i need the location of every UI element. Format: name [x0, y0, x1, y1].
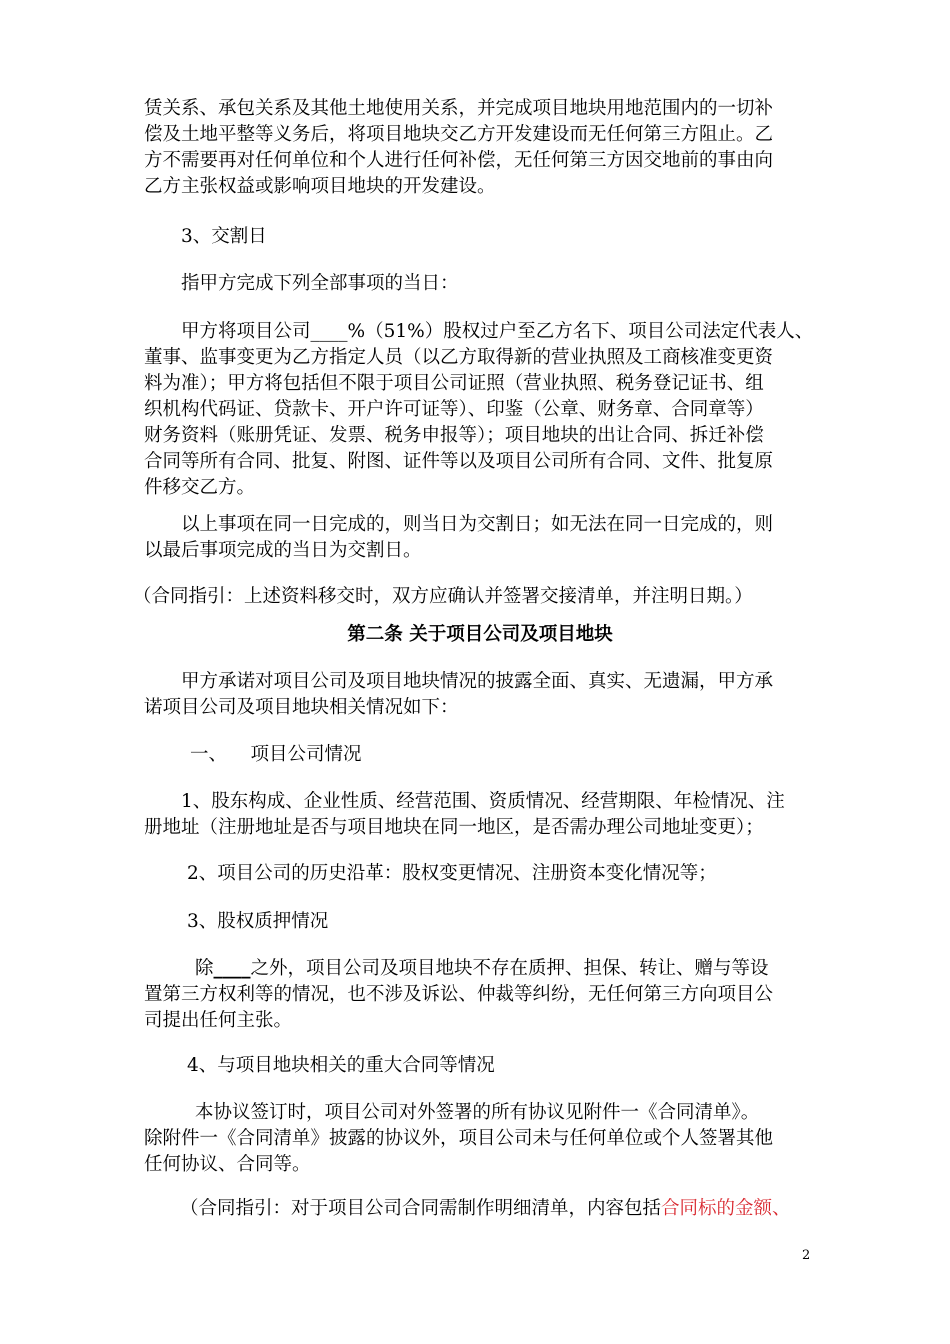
text-line: 方不需要再对任何单位和个人进行任何补偿，无任何第三方因交地前的事由向 [144, 150, 774, 171]
item-major-contracts: 4、与项目地块相关的重大合同等情况 [187, 1055, 495, 1076]
text-line: 1、股东构成、企业性质、经营范围、资质情况、经营期限、年检情况、注 [181, 791, 785, 812]
text-line: 料为准）；甲方将包括但不限于项目公司证照（营业执照、税务登记证书、组 [144, 373, 764, 394]
text-line: 赁关系、承包关系及其他土地使用关系，并完成项目地块用地范围内的一切补 [144, 98, 774, 119]
text-line: 册地址（注册地址是否与项目地块在同一地区，是否需办理公司地址变更）； [144, 817, 764, 838]
text-line: 置第三方权利等的情况，也不涉及诉讼、仲裁等纠纷，无任何第三方向项目公 [144, 984, 774, 1005]
paragraph-agreement [144, 1100, 816, 1178]
text-line: 乙方主张权益或影响项目地块的开发建设。 [144, 176, 496, 197]
text-line: 织机构代码证、贷款卡、开户许可证等）、印鉴（公章、财务章、合同章等） [144, 399, 764, 420]
item-history: 2、项目公司的历史沿革：股权变更情况、注册资本变化情况等； [187, 863, 717, 884]
text-line: 财务资料（账册凭证、发票、税务申报等）；项目地块的出让合同、拆迁补偿 [144, 425, 764, 446]
item-closing-date-title: 3、交割日 [181, 226, 267, 247]
text-line: 甲方将项目公司____%（51%）股权过户至乙方名下、项目公司法定代表人、 [181, 321, 814, 342]
text-line: 偿及土地平整等义务后，将项目地块交乙方开发建设而无任何第三方阻止。乙 [144, 124, 774, 145]
text-line: 除____之外，项目公司及项目地块不存在质押、担保、转让、赠与等设 [195, 958, 769, 979]
paragraph-except [144, 956, 816, 1034]
text-line: 任何协议、合同等。 [144, 1154, 311, 1175]
text-line: 司提出任何主张。 [144, 1010, 293, 1031]
text-line: 合同等所有合同、批复、附图、证件等以及项目公司所有合同、文件、批复原 [144, 451, 774, 472]
section-company-title: 一、 项目公司情况 [190, 744, 362, 765]
paragraph-lease-continuation [144, 96, 816, 200]
article-heading: 第二条 关于项目公司及项目地块 [347, 624, 613, 645]
paragraph-same-day [144, 512, 816, 564]
text-line: 件移交乙方。 [144, 477, 256, 498]
paragraph-equity-transfer [144, 319, 816, 501]
paragraph-definition: 指甲方完成下列全部事项的当日： [181, 273, 459, 294]
text-line: 以上事项在同一日完成的，则当日为交割日；如无法在同一日完成的，则 [181, 514, 774, 535]
highlighted-text: 合同标的金额、 [661, 1198, 791, 1219]
text-line: 诺项目公司及项目地块相关情况如下： [144, 697, 459, 718]
blank-field: ____ [213, 958, 251, 979]
text-line: 董事、监事变更为乙方指定人员（以乙方取得新的营业执照及工商核准变更资 [144, 347, 774, 368]
paragraph-promise [144, 669, 816, 721]
text-line: 甲方承诺对项目公司及项目地块情况的披露全面、真实、无遗漏，甲方承 [181, 671, 774, 692]
item-pledge: 3、股权质押情况 [187, 911, 329, 932]
text-line: 本协议签订时，项目公司对外签署的所有协议见附件一《合同清单》。 [195, 1102, 760, 1123]
blank-field: ____ [310, 321, 348, 342]
guide-note-handover: （合同指引：上述资料移交时，双方应确认并签署交接清单，并注明日期。） [133, 586, 753, 607]
guide-note-contracts: （合同指引：对于项目公司合同需制作明细清单，内容包括合同标的金额、 [180, 1198, 791, 1219]
item-shareholders [144, 789, 816, 841]
page-number: 2 [802, 1248, 811, 1263]
text-line: 以最后事项完成的当日为交割日。 [144, 540, 422, 561]
text-line: 除附件一《合同清单》披露的协议外，项目公司未与任何单位或个人签署其他 [144, 1128, 774, 1149]
